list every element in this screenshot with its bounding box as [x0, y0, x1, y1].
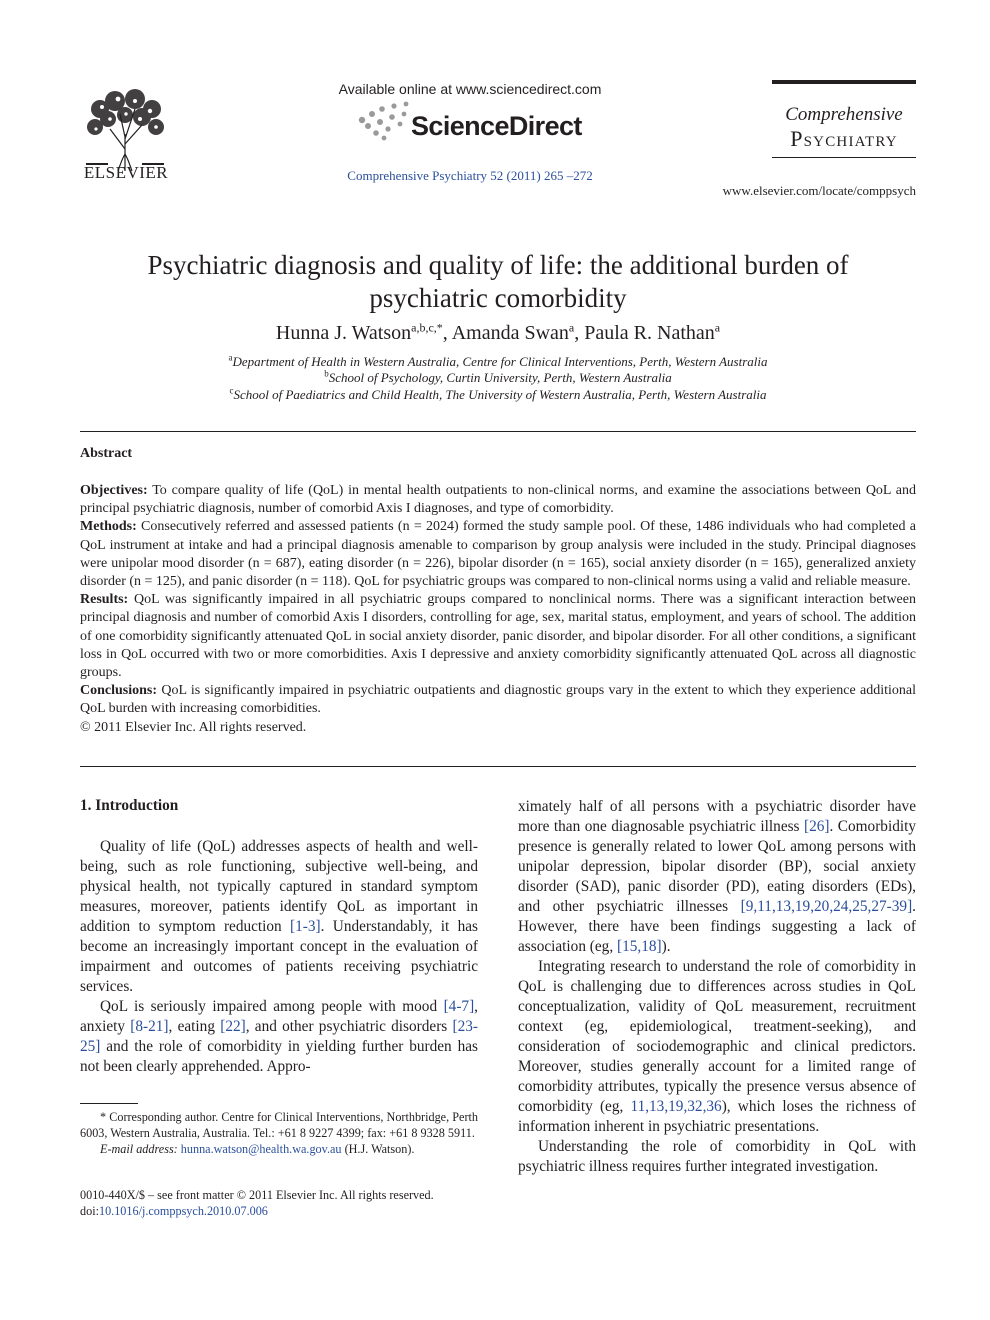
author-affiliation-marker: a,b,c,*: [411, 320, 443, 335]
body-text: Understanding the role of comorbidity in QoL with psychiatric illness requires further integrated investigation.: [518, 1138, 916, 1175]
abstract-heading: Abstract: [80, 446, 133, 461]
body-text: and the role of comorbidity in yielding further burden has not been clearly apprehended. Appro-: [80, 1038, 478, 1075]
left-column: [80, 837, 478, 1077]
abstract-bottom-rule: [80, 766, 916, 767]
doi-line: [80, 1203, 478, 1219]
author-name[interactable]: Hunna J. Watson: [275, 322, 412, 344]
affiliation-marker: b: [324, 368, 329, 379]
citation-link[interactable]: [4-7]: [443, 998, 475, 1015]
author-affiliation-marker: a: [568, 320, 575, 335]
journal-logo-top-rule: [772, 80, 916, 84]
journal-logo-comprehensive: Comprehensive: [785, 104, 903, 125]
author-affiliation-marker: a: [714, 320, 721, 335]
affiliation-c: [80, 387, 916, 403]
body-text: ), which loses the richness of information inherent in psychiatric presentations.: [518, 1098, 917, 1135]
abstract-copyright: © 2011 Elsevier Inc. All rights reserved.: [80, 719, 307, 735]
intro-paragraph-1: [80, 837, 478, 997]
author-name[interactable]: Amanda Swan: [451, 322, 569, 344]
body-text: . However, there have been findings suggesting a lack of association (eg,: [518, 898, 916, 955]
intro-paragraph-2: [80, 997, 478, 1077]
body-text: ).: [661, 938, 671, 955]
abstract-objectives: [80, 482, 916, 518]
citation-link[interactable]: [1-3]: [290, 918, 321, 935]
body-text: , anxiety: [80, 998, 478, 1035]
body-text: , eating: [168, 1018, 221, 1035]
corresponding-author-text: * Corresponding author. Centre for Clinical Interventions, Northbridge, Perth 6003, Western Australia, Australia. Tel.: +61 8 9227 4399; fax: +61 8 9328 5911.: [80, 1110, 478, 1140]
author-name[interactable]: Paula R. Nathan: [584, 322, 715, 344]
body-text: Quality of life (QoL) addresses aspects of health and well-being, such as role functioning, subjective well-being, and physical health, not typically captured in standard symptom measures, moreover, patients identify QoL as important in addition to symptom reduction: [80, 838, 478, 935]
affiliation-b: [80, 370, 916, 386]
affiliation-text: School of Paediatrics and Child Health, The University of Western Australia, Perth, Western Australia: [233, 387, 767, 402]
front-matter-text: 0010-440X/$ – see front matter © 2011 Elsevier Inc. All rights reserved.: [80, 1188, 434, 1202]
body-text: ximately half of all persons with a psychiatric disorder have more than one diagnosable psychiatric illness: [518, 798, 916, 835]
publisher-name: ELSEVIER: [83, 163, 169, 182]
body-text: . Comorbidity presence is generally related to lower QoL among persons with unipolar depression, bipolar disorder (BP), social anxiety disorder (SAD), panic disorder (PD), eating disorders (EDs), and other psychiatric illnesses: [518, 818, 916, 915]
affiliation-marker: a: [228, 352, 233, 363]
journal-url-link[interactable]: www.elsevier.com/locate/comppsych: [722, 183, 916, 198]
journal-logo-psychiatry: Psychiatry: [790, 126, 898, 151]
citation-link[interactable]: 11,13,19,32,36: [630, 1098, 722, 1115]
affiliation-text: School of Psychology, Curtin University, Perth, Western Australia: [328, 370, 672, 385]
abstract-section-label: Methods:: [80, 519, 137, 535]
affiliation-marker: c: [229, 385, 234, 396]
journal-citation-link[interactable]: Comprehensive Psychiatry 52 (2011) 265 –272: [347, 168, 593, 183]
citation-link[interactable]: [23-25]: [80, 1018, 478, 1055]
article-title: [80, 249, 916, 315]
body-text: . Understandably, it has become an increasingly important concept in the evaluation of impairment and outcomes of patients receiving psychiatric services.: [80, 918, 478, 995]
citation-link[interactable]: [8-21]: [130, 1018, 169, 1035]
doi-label: doi:: [80, 1204, 99, 1218]
footnote-rule: [80, 1103, 138, 1104]
intro-paragraph-2-continued: [518, 797, 916, 957]
affiliation-a: [80, 354, 916, 370]
available-online-text: Available online at www.sciencedirect.com: [338, 81, 602, 97]
abstract-top-rule: [80, 431, 916, 432]
author-separator: ,: [574, 322, 585, 344]
citation-link[interactable]: [26]: [804, 818, 830, 835]
journal-logo-bottom-rule: [772, 157, 916, 158]
abstract-section-label: Objectives:: [80, 483, 148, 498]
right-column: [518, 797, 916, 1177]
intro-paragraph-4: [518, 1137, 916, 1177]
email-line: [80, 1141, 478, 1157]
email-label: E-mail address:: [100, 1142, 178, 1156]
section-heading-introduction: 1. Introduction: [80, 797, 179, 814]
author-separator: ,: [442, 322, 452, 344]
citation-link[interactable]: [22]: [220, 1018, 246, 1035]
article-title-line-1: Psychiatric diagnosis and quality of life: the additional burden of: [147, 250, 849, 280]
article-title-line-2: psychiatric comorbidity: [369, 283, 627, 313]
abstract-section-label: Conclusions:: [80, 683, 158, 699]
body-text: Integrating research to understand the role of comorbidity in QoL is challenging due to differences across studies in QoL conceptualization, validity of QoL measurement, recruitment context (eg, epidemiological, treatment-seeking), and consideration of sociodemographic and clinical predictors. Moreover, studies generally account for a limited range of comorbidity attributes, typically the presence versus absence of comorbidity (eg,: [518, 958, 916, 1115]
citation-link[interactable]: [9,11,13,19,20,24,25,27-39]: [740, 898, 913, 915]
citation-link[interactable]: [15,18]: [616, 938, 662, 955]
abstract-section-text: QoL was significantly impaired in all psychiatric groups compared to nonclinical norms. There was a significant interaction between principal diagnosis and number of comorbid Axis I disorders, controlling for age, sex, marital status, employment, and years of school. The addition of one comorbidity significantly attenuated QoL in social anxiety disorder, panic disorder, and bipolar disorder. For all other conditions, a significant loss in QoL occurred with two or more comorbidities. Axis I depressive and anxiety comorbidity significantly attenuated QoL across all diagnostic groups.: [80, 592, 916, 681]
email-suffix: (H.J. Watson).: [341, 1142, 415, 1156]
abstract-body: [80, 482, 916, 737]
affiliation-text: Department of Health in Western Australia, Centre for Clinical Interventions, Perth, Western Australia: [232, 354, 768, 369]
abstract-section-text: To compare quality of life (QoL) in mental health outpatients to non-clinical norms, and examine the associations between QoL and principal psychiatric diagnosis, number of comorbid Axis I diagnoses, and type of comorbidity.: [80, 483, 916, 517]
doi-link[interactable]: 10.1016/j.comppsych.2010.07.006: [98, 1204, 268, 1218]
front-matter-block: [80, 1187, 478, 1219]
abstract-conclusions: [80, 682, 916, 718]
abstract-results: [80, 591, 916, 682]
sciencedirect-wordmark: ScienceDirect: [411, 111, 582, 141]
abstract-methods: [80, 518, 916, 591]
abstract-section-text: QoL is significantly impaired in psychiatric outpatients and diagnostic groups vary in the extent to which they experience additional QoL burden with increasing comorbidities.: [80, 683, 916, 717]
author-list: [80, 322, 916, 345]
abstract-section-label: Results:: [80, 592, 129, 608]
intro-paragraph-3: [518, 957, 916, 1137]
abstract-section-text: Consecutively referred and assessed patients (n = 2024) formed the study sample pool. Of these, 1486 individuals who had completed a QoL instrument at intake and had a principal diagnosis amenable to comparison by group analysis were included in the study. Principal diagnoses were unipolar mood disorder (n = 687), eating disorder (n = 226), bipolar disorder (n = 165), social anxiety disorder (n = 165), generalized anxiety disorder (n = 125), and panic disorder (n = 118). QoL for psychiatric groups was compared to non-clinical norms using a valid and reliable measure.: [80, 519, 916, 590]
body-text: QoL is seriously impaired among people with mood: [100, 998, 444, 1015]
email-link[interactable]: hunna.watson@health.wa.gov.au: [180, 1142, 342, 1156]
body-text: , and other psychiatric disorders: [245, 1018, 453, 1035]
corresponding-author-footnote: [80, 1109, 478, 1157]
